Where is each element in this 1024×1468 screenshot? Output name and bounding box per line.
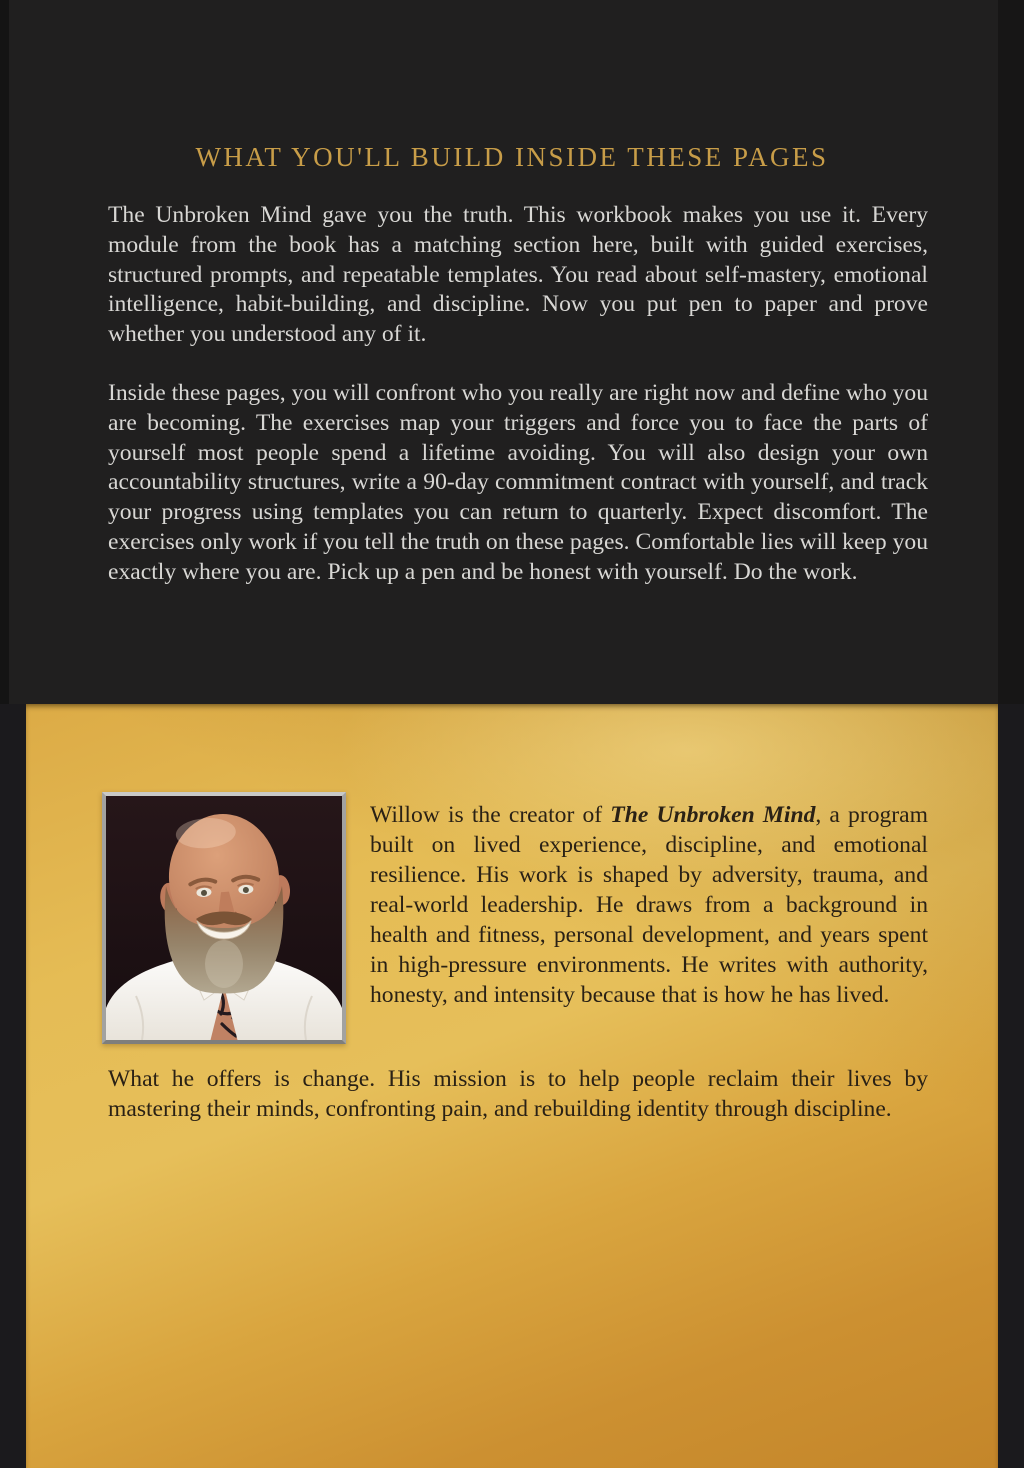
section-heading: WHAT YOU'LL BUILD INSIDE THESE PAGES	[195, 142, 829, 172]
book-title: The Unbroken Mind	[610, 802, 816, 828]
workbook-intro-section	[0, 0, 1024, 704]
author-bio-paragraph	[370, 800, 928, 1010]
intro-paragraph: The Unbroken Mind gave you the truth. This workbook makes you use it. Every module from the book has a matching section here, built with guided exercises, structured prompts, and repeatable templates. You read about self-mastery, emotional intelligence, habit-building, and discipline. Now you put pen to paper and prove whether you understood any of it.	[108, 202, 928, 348]
author-bio-section	[26, 704, 998, 1468]
author-photo-frame	[102, 792, 346, 1044]
author-mission-paragraph: What he offers is change. His mission is to help people reclaim their lives by mastering their minds, confronting pain, and rebuilding identity through discipline.	[108, 1066, 928, 1122]
exercises-paragraph: Inside these pages, you will confront who you really are right now and define who you are becoming. The exercises map your triggers and force you to face the parts of yourself most people spend a lifetime avoiding. You will also design your own accountability structures, write a 90-day commitment contract with yourself, and track your progress using templates you can return to quarterly. Expect discomfort. The exercises only work if you tell the truth on these pages. Comfortable lies will keep you exactly where you are. Pick up a pen and be honest with yourself. Do the work.	[108, 380, 928, 585]
author-portrait-image	[106, 796, 342, 1040]
bio-text-prefix: Willow is the creator of	[370, 802, 611, 828]
bio-text-rest: , a program built on lived experience, discipline, and emotional resilience. His work is shaped by adversity, trauma, and real-world leadership. He draws from a background in health and fitness, personal development, and years spent in high-pressure environments. He writes with authority, honesty, and intensity because that is how he has lived.	[370, 802, 928, 1008]
